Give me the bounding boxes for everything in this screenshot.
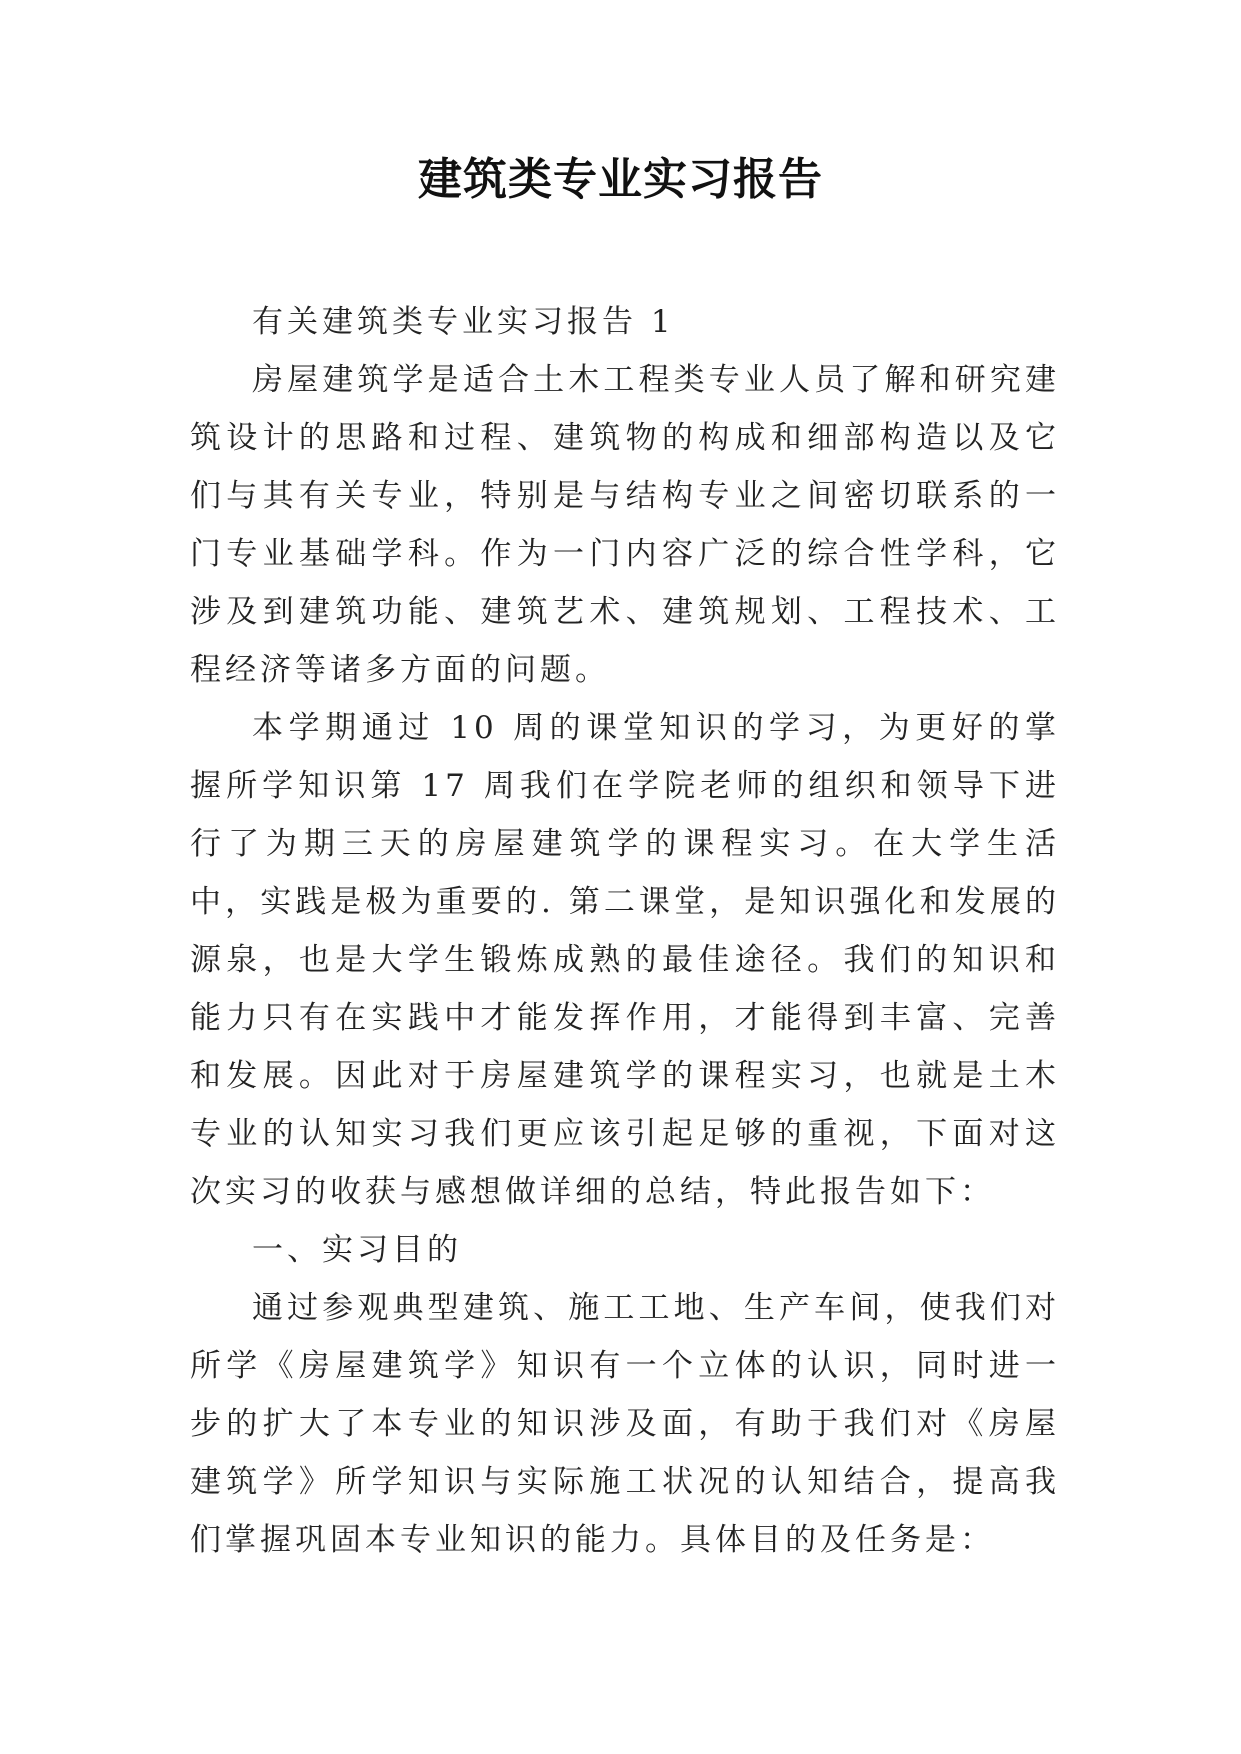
paragraph: 房屋建筑学是适合土木工程类专业人员了解和研究建筑设计的思路和过程、建筑物的构成和细部构造以及它们与其有关专业，特别是与结构专业之间密切联系的一门专业基础学科。作为一门内容广泛的综合性学科，它涉及到建筑功能、建筑艺术、建筑规划、工程技术、工程经济等诸多方面的问题。 [190, 362, 1060, 688]
paragraph: 通过参观典型建筑、施工工地、生产车间，使我们对所学《房屋建筑学》知识有一个立体的认识，同时进一步的扩大了本专业的知识涉及面，有助于我们对《房屋建筑学》所学知识与实际施工状况的认知结合，提高我们掌握巩固本专业知识的能力。具体目的及任务是： [190, 1290, 1060, 1558]
page-title: 建筑类专业实习报告 [418, 154, 823, 205]
section-heading: 有关建筑类专业实习报告 1 [252, 304, 675, 340]
paragraph: 本学期通过 10 周的课堂知识的学习，为更好的掌握所学知识第 17 周我们在学院老师的组织和领导下进行了为期三天的房屋建筑学的课程实习。在大学生活中，实践是极为重要的. 第二课堂，是知识强化和发展的源泉，也是大学生锻炼成熟的最佳途径。我们的知识和能力只有在实践中才能发挥作用，才能得到丰富、完善和发展。因此对于房屋建筑学的课程实习，也就是土木专业的认知实习我们更应该引起足够的重视，下面对这次实习的收获与感想做详细的总结，特此报告如下： [190, 710, 1060, 1210]
section-heading: 一、实习目的 [252, 1232, 462, 1268]
document-body [190, 293, 1060, 1569]
